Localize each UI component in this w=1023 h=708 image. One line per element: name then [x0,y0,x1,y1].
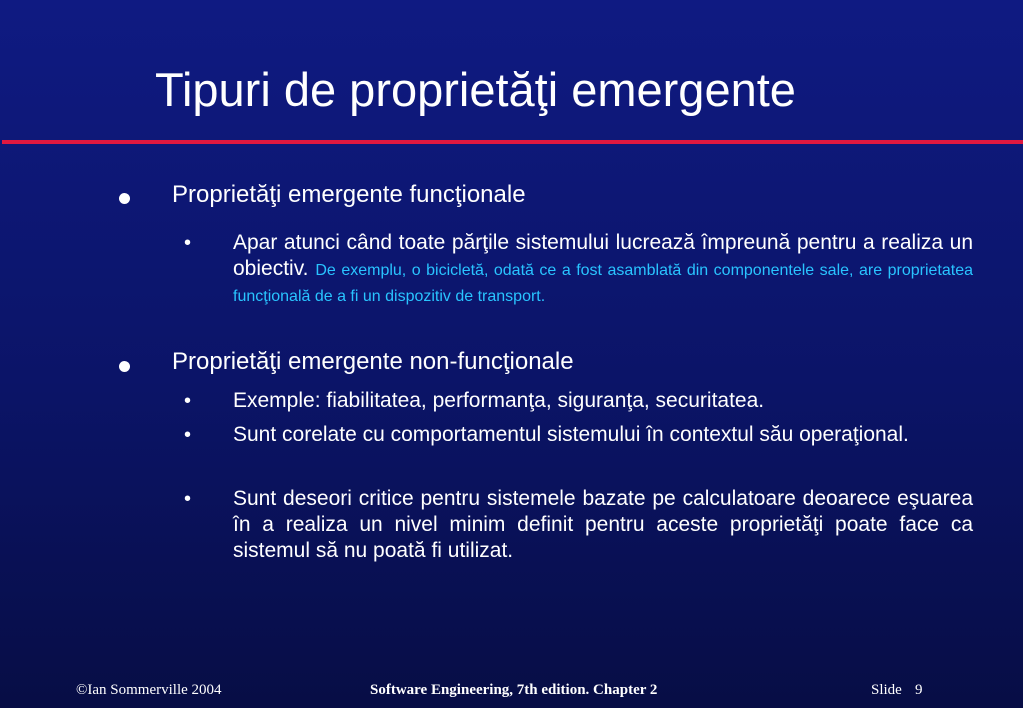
sub-item-functional-1 [233,230,973,308]
sub-item-text: Apar atunci când toate părţile sistemului lucrează împreună pentru a realiza un obiectiv. [233,231,973,280]
footer-slide-label: Slide [871,682,902,698]
bullet-dot [119,193,130,204]
sub-bullet: • [184,390,192,412]
footer-slide-number: 9 [915,682,923,698]
sub-item-non-functional-3: Sunt deseori critice pentru sistemele bazate pe calculatoare deoarece eşuarea în a realiza un nivel minim definit pentru aceste proprietăţi poate face ca sistemul să nu poată fi utilizat. [233,487,973,562]
sub-bullet: • [184,424,192,446]
bullet-item-non-functional: Proprietăţi emergente non-funcţionale [172,348,574,375]
sub-item-non-functional-2: Sunt corelate cu comportamentul sistemului în contextul său operaţional. [233,423,909,446]
example-highlight: De exemplu, o bicicletă, odată ce a fost asamblată din componentele sale, are proprietatea funcţională de a fi un dispozitiv de transport. [233,262,973,305]
bullet-item-functional: Proprietăţi emergente funcţionale [172,181,526,208]
bullet-dot [119,361,130,372]
slide-title: Tipuri de proprietăţi emergente [155,63,796,116]
footer-book-title: Software Engineering, 7th edition. Chapter 2 [370,682,658,698]
footer-copyright: ©Ian Sommerville 2004 [76,682,222,698]
title-rule [2,140,1023,144]
sub-item-non-functional-1: Exemple: fiabilitatea, performanţa, siguranţa, securitatea. [233,389,765,412]
sub-bullet: • [184,232,192,254]
sub-bullet: • [184,488,192,510]
